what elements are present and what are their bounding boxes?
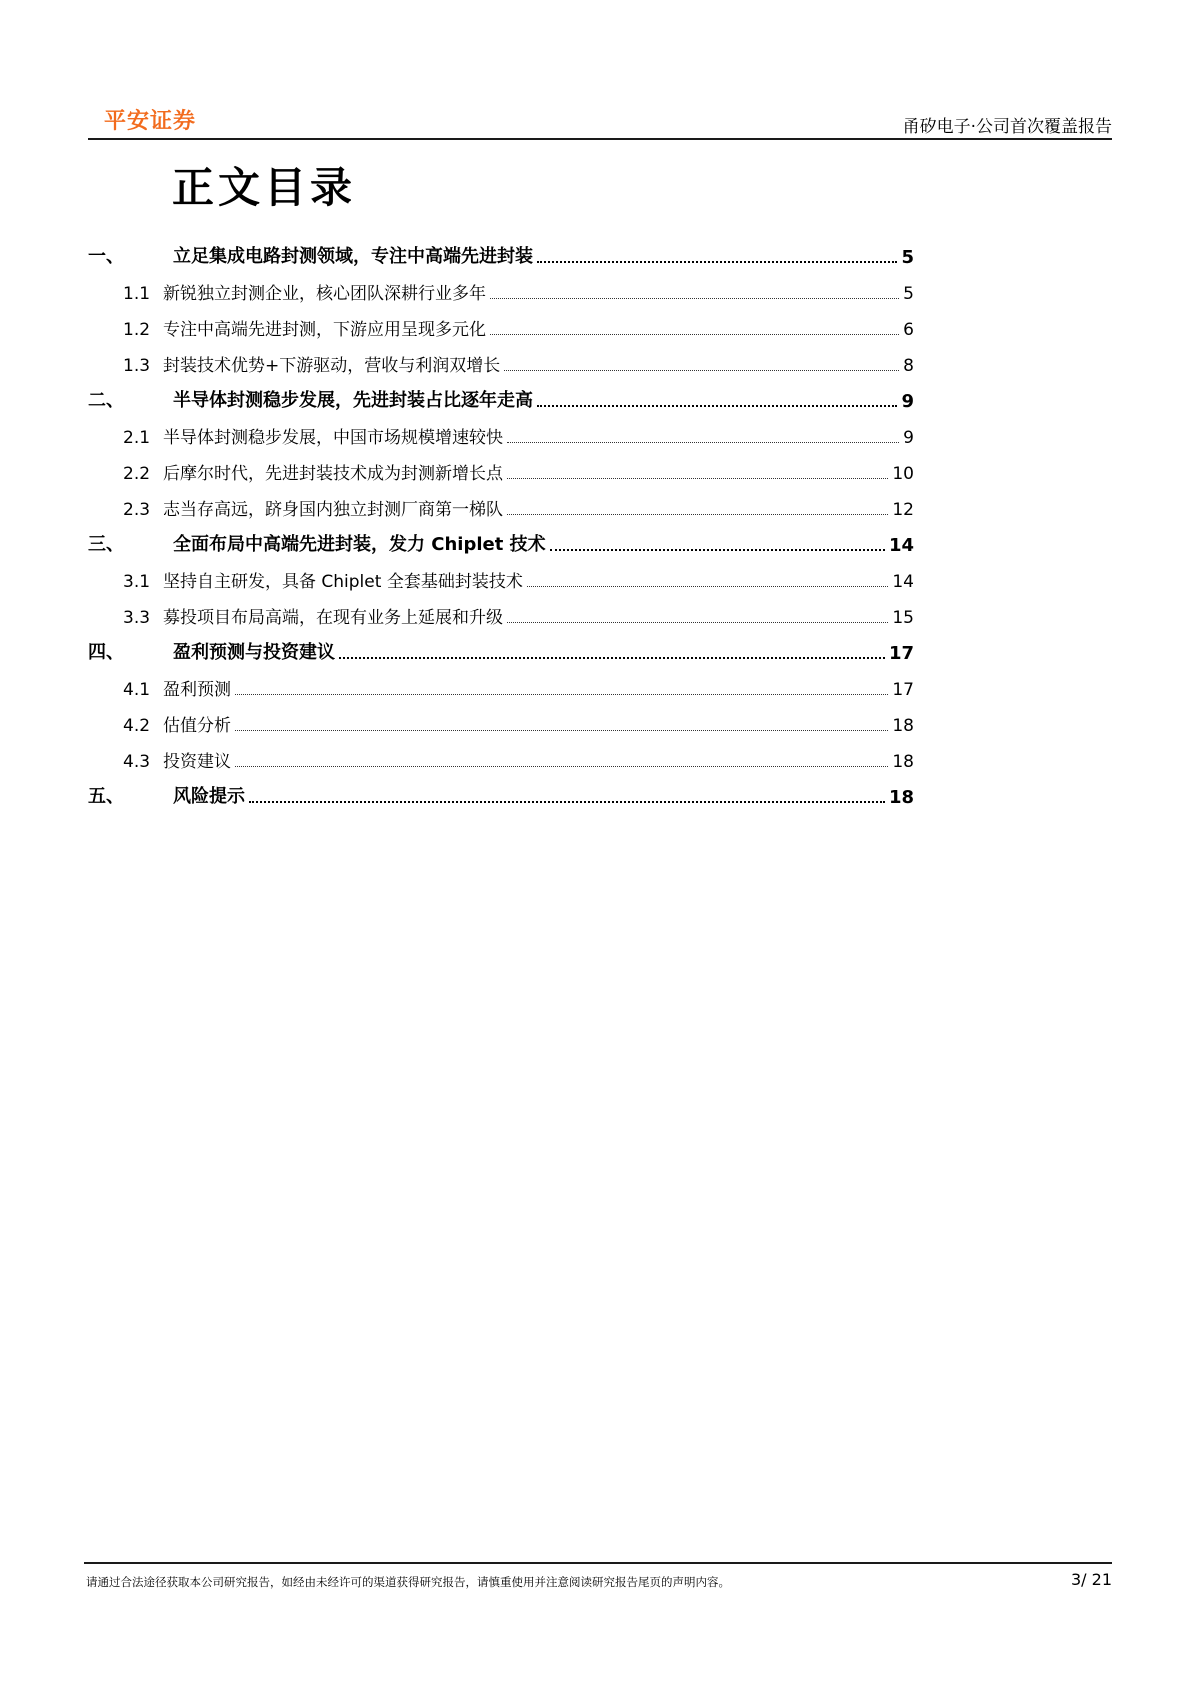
toc-dot-leader [235, 766, 888, 767]
toc-section-entry[interactable] [88, 376, 914, 412]
toc-subsection-entry[interactable] [88, 556, 914, 592]
toc-entry-number: 五、 [88, 786, 124, 807]
table-of-contents [88, 232, 914, 808]
toc-entry-number: 二、 [88, 390, 124, 411]
toc-entry-number: 4.2 [123, 716, 151, 736]
toc-entry-page: 18 [888, 787, 914, 808]
toc-dot-leader [527, 586, 889, 587]
toc-dot-leader [235, 694, 888, 695]
toc-entry-number: 1.2 [123, 320, 151, 340]
toc-entry-number: 1.1 [123, 284, 151, 304]
toc-dot-leader [235, 730, 888, 731]
toc-entry-number: 3.3 [123, 608, 151, 628]
toc-entry-page: 5 [901, 247, 914, 268]
toc-entry-title: 盈利预测 [163, 680, 231, 700]
toc-subsection-entry[interactable] [88, 736, 914, 772]
toc-entry-title: 半导体封测稳步发展，先进封装占比逐年走高 [173, 390, 533, 411]
toc-entry-title: 全面布局中高端先进封装，发力 Chiplet 技术 [173, 534, 546, 555]
page-number: 3/ 21 [1070, 1570, 1112, 1589]
toc-dot-leader [504, 370, 899, 371]
toc-section-entry[interactable] [88, 628, 914, 664]
toc-entry-number: 一、 [88, 246, 124, 267]
toc-entry-page: 10 [892, 464, 914, 484]
toc-dot-leader [490, 298, 899, 299]
toc-entry-number: 4.3 [123, 752, 151, 772]
toc-subsection-entry[interactable] [88, 448, 914, 484]
toc-entry-title: 后摩尔时代，先进封装技术成为封测新增长点 [163, 464, 503, 484]
toc-entry-number: 四、 [88, 642, 124, 663]
toc-entry-page: 17 [888, 643, 914, 664]
toc-subsection-entry[interactable] [88, 304, 914, 340]
toc-dot-leader [537, 405, 897, 407]
toc-entry-title: 专注中高端先进封测，下游应用呈现多元化 [163, 320, 486, 340]
toc-entry-page: 12 [892, 500, 914, 520]
toc-subsection-entry[interactable] [88, 268, 914, 304]
toc-entry-page: 14 [888, 535, 914, 556]
toc-entry-page: 9 [901, 391, 914, 412]
toc-section-entry[interactable] [88, 232, 914, 268]
toc-entry-title: 半导体封测稳步发展，中国市场规模增速较快 [163, 428, 503, 448]
toc-entry-page: 18 [892, 752, 914, 772]
toc-entry-title: 投资建议 [163, 752, 231, 772]
toc-entry-title: 估值分析 [163, 716, 231, 736]
toc-entry-title: 盈利预测与投资建议 [173, 642, 335, 663]
toc-entry-title: 风险提示 [173, 786, 245, 807]
toc-heading: 正文目录 [172, 163, 357, 212]
toc-entry-number: 3.1 [123, 572, 151, 592]
toc-entry-number: 2.3 [123, 500, 151, 520]
toc-entry-page: 5 [903, 284, 914, 304]
toc-subsection-entry[interactable] [88, 664, 914, 700]
header-divider [88, 138, 1112, 140]
footer-divider [84, 1562, 1112, 1564]
toc-entry-page: 17 [892, 680, 914, 700]
toc-entry-number: 2.2 [123, 464, 151, 484]
toc-entry-title: 坚持自主研发，具备 Chiplet 全套基础封装技术 [163, 572, 523, 592]
toc-entry-title: 募投项目布局高端，在现有业务上延展和升级 [163, 608, 503, 628]
toc-dot-leader [550, 549, 885, 551]
toc-entry-title: 新锐独立封测企业，核心团队深耕行业多年 [163, 284, 486, 304]
toc-dot-leader [507, 622, 888, 623]
toc-entry-page: 15 [892, 608, 914, 628]
page-header [88, 0, 1112, 140]
toc-entry-page: 8 [903, 356, 914, 376]
toc-entry-page: 14 [892, 572, 914, 592]
toc-entry-page: 18 [892, 716, 914, 736]
toc-subsection-entry[interactable] [88, 700, 914, 736]
toc-entry-number: 三、 [88, 534, 124, 555]
toc-entry-page: 6 [903, 320, 914, 340]
toc-dot-leader [507, 478, 888, 479]
toc-section-entry[interactable] [88, 772, 914, 808]
toc-entry-title: 封装技术优势+下游驱动，营收与利润双增长 [163, 356, 501, 376]
footer-disclaimer: 请通过合法途径获取本公司研究报告，如经由未经许可的渠道获得研究报告，请慎重使用并注意阅读研究报告尾页的声明内容。 [86, 1575, 730, 1589]
page-footer [84, 1562, 1112, 1589]
toc-entry-number: 4.1 [123, 680, 151, 700]
toc-dot-leader [249, 801, 885, 803]
toc-dot-leader [507, 442, 899, 443]
toc-entry-page: 9 [903, 428, 914, 448]
toc-dot-leader [339, 657, 885, 659]
toc-dot-leader [490, 334, 899, 335]
brand-logo: 平安证券 [104, 109, 197, 134]
report-title: 甬矽电子·公司首次覆盖报告 [902, 117, 1112, 137]
toc-entry-number: 2.1 [123, 428, 151, 448]
toc-dot-leader [537, 261, 897, 263]
toc-subsection-entry[interactable] [88, 340, 914, 376]
toc-subsection-entry[interactable] [88, 592, 914, 628]
toc-subsection-entry[interactable] [88, 412, 914, 448]
toc-section-entry[interactable] [88, 520, 914, 556]
toc-dot-leader [507, 514, 888, 515]
toc-entry-title: 志当存高远，跻身国内独立封测厂商第一梯队 [163, 500, 503, 520]
toc-entry-number: 1.3 [123, 356, 151, 376]
toc-subsection-entry[interactable] [88, 484, 914, 520]
toc-entry-title: 立足集成电路封测领域，专注中高端先进封装 [173, 246, 533, 267]
